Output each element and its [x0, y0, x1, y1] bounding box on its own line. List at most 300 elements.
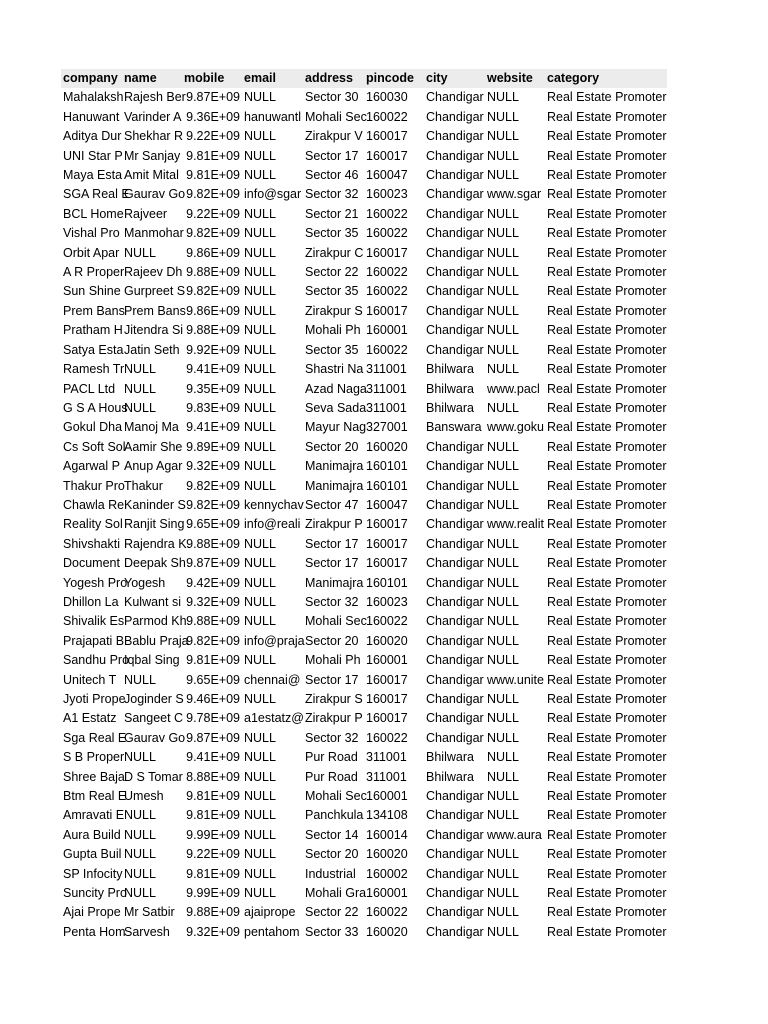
cell-email[interactable]: NULL [244, 342, 276, 357]
cell-pincode[interactable]: 160023 [366, 594, 408, 609]
cell-website[interactable]: NULL [487, 633, 519, 648]
column-header-website[interactable]: website [487, 71, 533, 85]
cell-address[interactable]: Pur Road [305, 750, 358, 765]
cell-company[interactable]: Mahalaksh [63, 90, 124, 105]
cell-mobile[interactable]: 9.83E+09 [186, 400, 240, 415]
cell-pincode[interactable]: 160101 [366, 575, 408, 590]
cell-name[interactable]: Rajveer [124, 206, 168, 221]
cell-mobile[interactable]: 9.46E+09 [186, 692, 240, 706]
cell-category[interactable]: Real Estate Promoter [547, 886, 667, 901]
cell-city[interactable]: Chandigar [426, 886, 484, 901]
cell-city[interactable]: Chandigar [426, 905, 484, 920]
cell-company[interactable]: Reality Sol [63, 517, 123, 532]
cell-name[interactable]: NULL [124, 245, 156, 260]
cell-city[interactable]: Chandigar [426, 497, 484, 512]
cell-website[interactable]: www.realit [487, 517, 544, 532]
cell-pincode[interactable]: 160017 [366, 692, 408, 706]
cell-pincode[interactable]: 160002 [366, 866, 408, 881]
cell-email[interactable]: NULL [244, 556, 276, 571]
cell-email[interactable]: NULL [244, 886, 276, 901]
cell-website[interactable]: www.aura [487, 827, 542, 842]
cell-website[interactable]: NULL [487, 323, 519, 338]
cell-category[interactable]: Real Estate Promoter [547, 400, 667, 415]
cell-company[interactable]: Vishal Pro [63, 226, 120, 241]
cell-website[interactable]: NULL [487, 924, 519, 939]
cell-website[interactable]: www.unite [487, 672, 544, 687]
cell-name[interactable]: Deepak Sh [124, 556, 186, 571]
cell-city[interactable]: Chandigar [426, 789, 484, 804]
cell-name[interactable]: NULL [124, 672, 156, 687]
cell-company[interactable]: Orbit Apar [63, 245, 120, 260]
cell-mobile[interactable]: 9.42E+09 [186, 575, 240, 590]
cell-website[interactable]: NULL [487, 459, 519, 474]
cell-city[interactable]: Chandigar [426, 323, 484, 338]
cell-address[interactable]: Sector 35 [305, 226, 359, 241]
cell-website[interactable]: NULL [487, 439, 519, 454]
cell-email[interactable]: info@sgar [244, 187, 302, 202]
cell-email[interactable]: NULL [244, 575, 276, 590]
cell-category[interactable]: Real Estate Promoter [547, 692, 667, 706]
cell-pincode[interactable]: 311001 [366, 400, 407, 415]
cell-email[interactable]: NULL [244, 827, 276, 842]
cell-company[interactable]: S B Proper [63, 750, 125, 765]
cell-address[interactable]: Manimajra [305, 478, 364, 493]
cell-email[interactable]: NULL [244, 459, 276, 474]
cell-pincode[interactable]: 160017 [366, 148, 408, 163]
cell-company[interactable]: Shree Baja [63, 769, 125, 784]
cell-email[interactable]: NULL [244, 653, 276, 668]
cell-company[interactable]: Dhillon La [63, 594, 119, 609]
cell-company[interactable]: Thakur Pro [63, 478, 125, 493]
cell-website[interactable]: NULL [487, 284, 519, 299]
cell-address[interactable]: Pur Road [305, 769, 358, 784]
cell-city[interactable]: Chandigar [426, 633, 484, 648]
cell-city[interactable]: Bhilwara [426, 769, 474, 784]
cell-city[interactable]: Chandigar [426, 187, 484, 202]
cell-city[interactable]: Chandigar [426, 847, 484, 862]
cell-email[interactable]: NULL [244, 536, 276, 551]
cell-mobile[interactable]: 9.87E+09 [186, 90, 240, 105]
cell-company[interactable]: Ramesh Tr [63, 362, 125, 377]
cell-website[interactable]: NULL [487, 769, 519, 784]
cell-email[interactable]: NULL [244, 847, 276, 862]
cell-website[interactable]: NULL [487, 90, 519, 105]
cell-company[interactable]: Ajai Prope [63, 905, 121, 920]
cell-name[interactable]: Parmod Kh [124, 614, 187, 629]
cell-pincode[interactable]: 160022 [366, 614, 408, 629]
cell-company[interactable]: Document [63, 556, 120, 571]
cell-mobile[interactable]: 9.89E+09 [186, 439, 240, 454]
cell-name[interactable]: Umesh [124, 789, 164, 804]
cell-name[interactable]: Manoj Ma [124, 420, 179, 435]
cell-email[interactable]: hanuwantl [244, 109, 301, 124]
cell-email[interactable]: NULL [244, 168, 276, 183]
cell-address[interactable]: Zirakpur P [305, 517, 363, 532]
cell-address[interactable]: Sector 21 [305, 206, 359, 221]
cell-address[interactable]: Sector 20 [305, 439, 359, 454]
cell-city[interactable]: Chandigar [426, 168, 484, 183]
cell-category[interactable]: Real Estate Promoter [547, 594, 667, 609]
cell-city[interactable]: Chandigar [426, 109, 484, 124]
cell-city[interactable]: Chandigar [426, 808, 484, 823]
cell-address[interactable]: Seva Sada [305, 400, 367, 415]
cell-address[interactable]: Mohali Sec [305, 614, 367, 629]
cell-city[interactable]: Chandigar [426, 284, 484, 299]
cell-address[interactable]: Shastri Na [305, 362, 364, 377]
cell-category[interactable]: Real Estate Promoter [547, 924, 667, 939]
cell-pincode[interactable]: 311001 [366, 750, 407, 765]
cell-address[interactable]: Mohali Gra [305, 886, 367, 901]
cell-mobile[interactable]: 9.41E+09 [186, 362, 240, 377]
cell-company[interactable]: Hanuwant [63, 109, 120, 124]
cell-pincode[interactable]: 160017 [366, 245, 408, 260]
cell-mobile[interactable]: 9.22E+09 [186, 206, 240, 221]
cell-email[interactable]: NULL [244, 206, 276, 221]
cell-mobile[interactable]: 9.81E+09 [186, 808, 240, 823]
cell-name[interactable]: Gurpreet S [124, 284, 186, 299]
cell-company[interactable]: Penta Hom [63, 924, 126, 939]
cell-website[interactable]: www.goku [487, 420, 544, 435]
cell-name[interactable]: Jitendra Si [124, 323, 184, 338]
cell-mobile[interactable]: 9.82E+09 [186, 226, 240, 241]
cell-address[interactable]: Zirakpur C [305, 245, 364, 260]
cell-address[interactable]: Zirakpur S [305, 303, 363, 318]
cell-address[interactable]: Sector 22 [305, 905, 359, 920]
cell-category[interactable]: Real Estate Promoter [547, 148, 667, 163]
cell-website[interactable]: NULL [487, 342, 519, 357]
cell-address[interactable]: Sector 22 [305, 265, 359, 280]
cell-pincode[interactable]: 311001 [366, 362, 407, 377]
cell-category[interactable]: Real Estate Promoter [547, 284, 667, 299]
cell-mobile[interactable]: 9.82E+09 [186, 497, 240, 512]
cell-email[interactable]: NULL [244, 594, 276, 609]
cell-category[interactable]: Real Estate Promoter [547, 633, 667, 648]
cell-mobile[interactable]: 9.87E+09 [186, 730, 240, 745]
cell-website[interactable]: NULL [487, 866, 519, 881]
cell-email[interactable]: NULL [244, 245, 276, 260]
cell-pincode[interactable]: 160022 [366, 206, 408, 221]
cell-city[interactable]: Bhilwara [426, 400, 474, 415]
cell-address[interactable]: Sector 20 [305, 847, 359, 862]
cell-city[interactable]: Chandigar [426, 594, 484, 609]
cell-address[interactable]: Mohali Ph [305, 323, 361, 338]
column-header-name[interactable]: name [124, 71, 157, 85]
cell-website[interactable]: NULL [487, 692, 519, 706]
cell-mobile[interactable]: 9.86E+09 [186, 245, 240, 260]
cell-email[interactable]: NULL [244, 400, 276, 415]
cell-category[interactable]: Real Estate Promoter [547, 206, 667, 221]
cell-address[interactable]: Sector 30 [305, 90, 359, 105]
cell-category[interactable]: Real Estate Promoter [547, 265, 667, 280]
cell-email[interactable]: NULL [244, 866, 276, 881]
cell-pincode[interactable]: 160020 [366, 847, 408, 862]
cell-company[interactable]: Jyoti Prope [63, 692, 126, 706]
cell-name[interactable]: NULL [124, 886, 156, 901]
cell-mobile[interactable]: 9.32E+09 [186, 459, 240, 474]
cell-city[interactable]: Chandigar [426, 653, 484, 668]
cell-name[interactable]: Thakur [124, 478, 163, 493]
cell-name[interactable]: Mr Satbir [124, 905, 175, 920]
cell-address[interactable]: Sector 32 [305, 594, 359, 609]
cell-category[interactable]: Real Estate Promoter [547, 672, 667, 687]
cell-category[interactable]: Real Estate Promoter [547, 905, 667, 920]
cell-email[interactable]: NULL [244, 730, 276, 745]
cell-email[interactable]: NULL [244, 769, 276, 784]
cell-category[interactable]: Real Estate Promoter [547, 323, 667, 338]
cell-name[interactable]: Rajendra K [124, 536, 187, 551]
cell-mobile[interactable]: 9.81E+09 [186, 789, 240, 804]
cell-name[interactable]: Anup Agar [124, 459, 183, 474]
cell-mobile[interactable]: 9.32E+09 [186, 594, 240, 609]
cell-city[interactable]: Bhilwara [426, 750, 474, 765]
cell-city[interactable]: Chandigar [426, 245, 484, 260]
cell-company[interactable]: Sga Real E [63, 730, 127, 745]
cell-address[interactable]: Sector 20 [305, 633, 359, 648]
cell-address[interactable]: Sector 35 [305, 284, 359, 299]
cell-mobile[interactable]: 9.99E+09 [186, 886, 240, 901]
cell-address[interactable]: Zirakpur S [305, 692, 363, 706]
cell-email[interactable]: NULL [244, 226, 276, 241]
cell-category[interactable]: Real Estate Promoter [547, 517, 667, 532]
cell-pincode[interactable]: 160001 [366, 789, 408, 804]
cell-website[interactable]: NULL [487, 168, 519, 183]
cell-city[interactable]: Chandigar [426, 711, 484, 726]
cell-mobile[interactable]: 9.82E+09 [186, 633, 240, 648]
cell-pincode[interactable]: 160022 [366, 905, 408, 920]
cell-pincode[interactable]: 160001 [366, 653, 408, 668]
cell-name[interactable]: NULL [124, 808, 156, 823]
cell-email[interactable]: pentahom [244, 924, 300, 939]
cell-city[interactable]: Chandigar [426, 148, 484, 163]
cell-company[interactable]: Pratham H [63, 323, 123, 338]
cell-pincode[interactable]: 160017 [366, 303, 408, 318]
cell-website[interactable]: www.pacl [487, 381, 540, 396]
cell-email[interactable]: NULL [244, 439, 276, 454]
cell-name[interactable]: Rajeev Dh [124, 265, 183, 280]
cell-pincode[interactable]: 327001 [366, 420, 408, 435]
cell-mobile[interactable]: 9.41E+09 [186, 420, 240, 435]
cell-category[interactable]: Real Estate Promoter [547, 750, 667, 765]
cell-name[interactable]: Gaurav Go [124, 730, 186, 745]
cell-pincode[interactable]: 160017 [366, 672, 408, 687]
cell-address[interactable]: Sector 32 [305, 187, 359, 202]
column-header-category[interactable]: category [547, 71, 600, 85]
cell-mobile[interactable]: 9.86E+09 [186, 303, 240, 318]
cell-address[interactable]: Mohali Sec [305, 109, 367, 124]
cell-category[interactable]: Real Estate Promoter [547, 90, 667, 105]
cell-mobile[interactable]: 9.41E+09 [186, 750, 240, 765]
cell-pincode[interactable]: 160014 [366, 827, 408, 842]
column-header-company[interactable]: company [63, 71, 118, 85]
cell-mobile[interactable]: 9.87E+09 [186, 556, 240, 571]
cell-name[interactable]: NULL [124, 362, 156, 377]
cell-category[interactable]: Real Estate Promoter [547, 827, 667, 842]
cell-city[interactable]: Chandigar [426, 265, 484, 280]
cell-email[interactable]: NULL [244, 129, 276, 144]
cell-email[interactable]: info@reali [244, 517, 301, 532]
cell-city[interactable]: Chandigar [426, 575, 484, 590]
cell-name[interactable]: Jatin Seth [124, 342, 180, 357]
cell-address[interactable]: Sector 17 [305, 556, 359, 571]
cell-category[interactable]: Real Estate Promoter [547, 109, 667, 124]
cell-category[interactable]: Real Estate Promoter [547, 226, 667, 241]
cell-address[interactable]: Sector 14 [305, 827, 359, 842]
cell-company[interactable]: G S A Hous [63, 400, 128, 415]
column-header-pincode[interactable]: pincode [366, 71, 414, 85]
cell-company[interactable]: SGA Real E [63, 187, 130, 202]
cell-pincode[interactable]: 160020 [366, 924, 408, 939]
cell-mobile[interactable]: 9.88E+09 [186, 536, 240, 551]
cell-pincode[interactable]: 160022 [366, 284, 408, 299]
cell-category[interactable]: Real Estate Promoter [547, 614, 667, 629]
cell-category[interactable]: Real Estate Promoter [547, 730, 667, 745]
cell-category[interactable]: Real Estate Promoter [547, 808, 667, 823]
cell-category[interactable]: Real Estate Promoter [547, 711, 667, 726]
cell-company[interactable]: Sandhu Pro [63, 653, 130, 668]
cell-address[interactable]: Sector 35 [305, 342, 359, 357]
cell-website[interactable]: NULL [487, 886, 519, 901]
cell-pincode[interactable]: 160017 [366, 517, 408, 532]
cell-mobile[interactable]: 9.92E+09 [186, 342, 240, 357]
cell-mobile[interactable]: 9.81E+09 [186, 148, 240, 163]
cell-category[interactable]: Real Estate Promoter [547, 459, 667, 474]
cell-mobile[interactable]: 9.35E+09 [186, 381, 240, 396]
cell-name[interactable]: Iqbal Sing [124, 653, 180, 668]
cell-city[interactable]: Chandigar [426, 827, 484, 842]
cell-pincode[interactable]: 160022 [366, 730, 408, 745]
cell-mobile[interactable]: 9.81E+09 [186, 653, 240, 668]
cell-company[interactable]: Amravati E [63, 808, 125, 823]
cell-website[interactable]: NULL [487, 789, 519, 804]
cell-category[interactable]: Real Estate Promoter [547, 575, 667, 590]
cell-address[interactable]: Sector 33 [305, 924, 359, 939]
cell-website[interactable]: NULL [487, 730, 519, 745]
cell-pincode[interactable]: 160022 [366, 226, 408, 241]
cell-company[interactable]: Chawla Re [63, 497, 125, 512]
cell-city[interactable]: Chandigar [426, 517, 484, 532]
cell-mobile[interactable]: 9.22E+09 [186, 129, 240, 144]
cell-company[interactable]: Aura Build [63, 827, 121, 842]
cell-city[interactable]: Chandigar [426, 303, 484, 318]
cell-city[interactable]: Chandigar [426, 672, 484, 687]
cell-address[interactable]: Manimajra [305, 575, 364, 590]
cell-website[interactable]: NULL [487, 750, 519, 765]
cell-company[interactable]: Cs Soft Sol [63, 439, 126, 454]
cell-name[interactable]: NULL [124, 866, 156, 881]
cell-website[interactable]: NULL [487, 905, 519, 920]
cell-pincode[interactable]: 311001 [366, 381, 407, 396]
cell-category[interactable]: Real Estate Promoter [547, 187, 667, 202]
cell-name[interactable]: NULL [124, 381, 156, 396]
cell-pincode[interactable]: 160022 [366, 265, 408, 280]
cell-company[interactable]: Gokul Dha [63, 420, 123, 435]
cell-email[interactable]: NULL [244, 284, 276, 299]
cell-city[interactable]: Chandigar [426, 459, 484, 474]
cell-name[interactable]: Bablu Praja [124, 633, 189, 648]
cell-city[interactable]: Chandigar [426, 924, 484, 939]
cell-city[interactable]: Chandigar [426, 342, 484, 357]
cell-pincode[interactable]: 160017 [366, 711, 408, 726]
cell-pincode[interactable]: 160047 [366, 497, 408, 512]
cell-mobile[interactable]: 9.36E+09 [186, 109, 240, 124]
cell-email[interactable]: NULL [244, 808, 276, 823]
cell-category[interactable]: Real Estate Promoter [547, 769, 667, 784]
cell-mobile[interactable]: 9.88E+09 [186, 614, 240, 629]
cell-website[interactable]: NULL [487, 148, 519, 163]
cell-city[interactable]: Chandigar [426, 556, 484, 571]
cell-address[interactable]: Mohali Ph [305, 653, 361, 668]
cell-category[interactable]: Real Estate Promoter [547, 420, 667, 435]
cell-city[interactable]: Chandigar [426, 730, 484, 745]
cell-address[interactable]: Mayur Nag [305, 420, 367, 435]
cell-pincode[interactable]: 160022 [366, 342, 408, 357]
cell-pincode[interactable]: 160001 [366, 323, 408, 338]
cell-city[interactable]: Chandigar [426, 129, 484, 144]
cell-name[interactable]: Amit Mital [124, 168, 179, 183]
cell-website[interactable]: NULL [487, 575, 519, 590]
cell-email[interactable]: NULL [244, 323, 276, 338]
cell-company[interactable]: Prem Bans [63, 303, 125, 318]
cell-company[interactable]: Agarwal P [63, 459, 120, 474]
cell-company[interactable]: A R Proper [63, 265, 125, 280]
cell-city[interactable]: Chandigar [426, 536, 484, 551]
cell-mobile[interactable]: 9.82E+09 [186, 187, 240, 202]
cell-category[interactable]: Real Estate Promoter [547, 168, 667, 183]
cell-name[interactable]: Sangeet C [124, 711, 184, 726]
cell-company[interactable]: Unitech T [63, 672, 117, 687]
cell-pincode[interactable]: 160101 [366, 478, 408, 493]
cell-address[interactable]: Sector 32 [305, 730, 359, 745]
cell-company[interactable]: Satya Esta [63, 342, 124, 357]
cell-name[interactable]: Varinder A [124, 109, 182, 124]
cell-pincode[interactable]: 160047 [366, 168, 408, 183]
cell-pincode[interactable]: 160017 [366, 129, 408, 144]
cell-company[interactable]: Aditya Dur [63, 129, 122, 144]
cell-website[interactable]: NULL [487, 226, 519, 241]
cell-city[interactable]: Banswara [426, 420, 482, 435]
cell-city[interactable]: Chandigar [426, 692, 484, 706]
cell-mobile[interactable]: 9.82E+09 [186, 284, 240, 299]
cell-company[interactable]: UNI Star P [63, 148, 123, 163]
cell-category[interactable]: Real Estate Promoter [547, 789, 667, 804]
cell-mobile[interactable]: 9.78E+09 [186, 711, 240, 726]
cell-name[interactable]: Joginder S [124, 692, 184, 706]
cell-category[interactable]: Real Estate Promoter [547, 245, 667, 260]
cell-name[interactable]: Kulwant si [124, 594, 181, 609]
cell-city[interactable]: Chandigar [426, 614, 484, 629]
cell-mobile[interactable]: 9.82E+09 [186, 478, 240, 493]
cell-company[interactable]: Shivshakti [63, 536, 120, 551]
cell-website[interactable]: NULL [487, 653, 519, 668]
cell-company[interactable]: Maya Esta [63, 168, 123, 183]
cell-mobile[interactable]: 9.65E+09 [186, 517, 240, 532]
cell-address[interactable]: Sector 46 [305, 168, 359, 183]
cell-category[interactable]: Real Estate Promoter [547, 653, 667, 668]
cell-website[interactable]: NULL [487, 497, 519, 512]
cell-website[interactable]: NULL [487, 109, 519, 124]
cell-website[interactable]: NULL [487, 594, 519, 609]
cell-address[interactable]: Manimajra [305, 459, 364, 474]
cell-company[interactable]: PACL Ltd [63, 381, 116, 396]
column-header-mobile[interactable]: mobile [184, 71, 225, 85]
cell-category[interactable]: Real Estate Promoter [547, 866, 667, 881]
cell-mobile[interactable]: 9.88E+09 [186, 905, 240, 920]
cell-mobile[interactable]: 9.81E+09 [186, 168, 240, 183]
cell-website[interactable]: NULL [487, 129, 519, 144]
cell-pincode[interactable]: 160017 [366, 556, 408, 571]
cell-category[interactable]: Real Estate Promoter [547, 478, 667, 493]
cell-address[interactable]: Mohali Sec [305, 789, 367, 804]
